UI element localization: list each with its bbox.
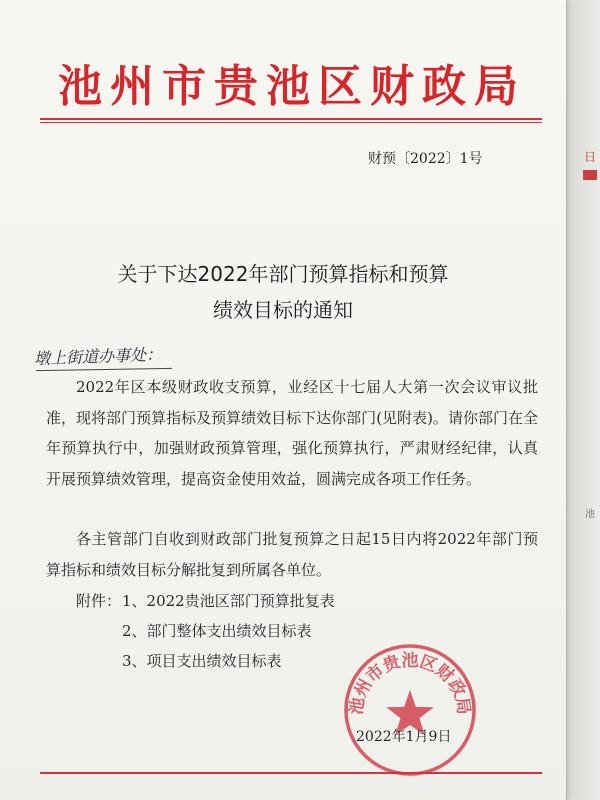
adjacent-sheet-red-tab (583, 170, 597, 180)
body-paragraph-1: 2022年区本级财政收支预算，业经区十七届人大第一次会议审议批准，现将部门预算指标及预算绩效目标下达你部门(见附表)。请你部门在全年预算执行中，加强财政预算管理，强化预算执行，严肃财经纪律，认真开展预算绩效管理，提高资金使用效益，圆满完成各项工作任务。 (46, 378, 538, 488)
issue-date: 2022年1月9日 (356, 729, 452, 745)
header-red-rule-top (40, 118, 542, 120)
agency-header: 池州市贵池区财政局 (58, 61, 526, 112)
document-title-line-2: 绩效目标的通知 (213, 298, 353, 322)
adjacent-sheet-text: 池 (585, 509, 595, 520)
adjacent-sheet-mark: 日 (584, 150, 597, 164)
attachment-item-3: 3、项目支出绩效目标表 (122, 652, 282, 670)
document-title-line-1: 关于下达2022年部门预算指标和预算 (117, 262, 449, 286)
adjacent-sheet-edge (566, 0, 600, 800)
footer-red-rule (40, 772, 542, 774)
official-seal (340, 640, 480, 780)
header-red-rule-thin (40, 122, 542, 123)
seal-text: 池州市贵池区财政局 (346, 651, 474, 716)
attachment-item-1: 1、2022贵池区部门预算批复表 (122, 592, 335, 610)
attachment-item-2: 2、部门整体支出绩效目标表 (122, 622, 312, 640)
handwritten-recipient: 墩上街道办事处： (33, 344, 163, 369)
body-paragraph-2: 各主管部门自收到财政部门批复预算之日起15日内将2022年部门预算指标和绩效目标分解批复到所属各单位。 (46, 530, 538, 579)
attachments-label: 附件： (76, 592, 122, 610)
document-number: 财预〔2022〕1号 (368, 151, 483, 167)
